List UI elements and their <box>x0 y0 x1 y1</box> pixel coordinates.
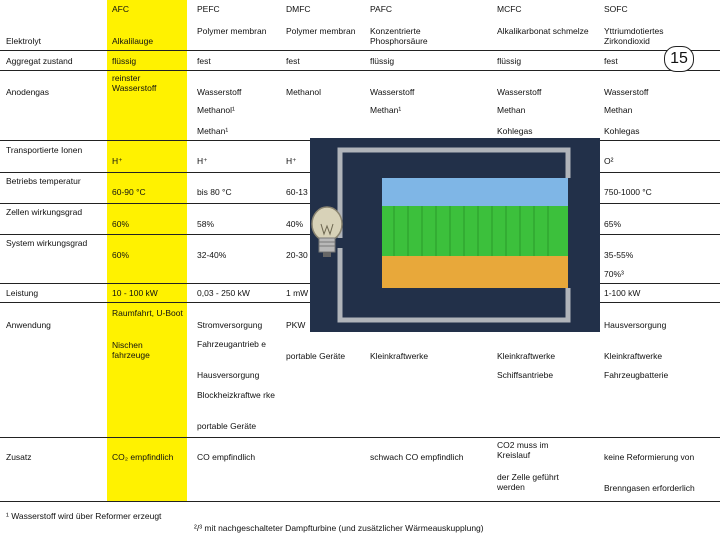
cell-anwendung-sofc-3: Fahrzeugbatterie <box>604 370 669 380</box>
header-dmfc: DMFC <box>286 4 311 14</box>
cell-temperatur-dmfc: 60-13 <box>286 187 308 197</box>
cell-anwendung-dmfc-1: PKW <box>286 320 306 330</box>
cell-elektrolyt-dmfc: Polymer membran <box>286 26 356 36</box>
label-temperatur: Betriebs temperatur <box>6 176 81 186</box>
cell-anwendung-sofc-2: Kleinkraftwerke <box>604 351 663 361</box>
cell-anwendung-mcfc-2: Schiffsantriebe <box>497 370 554 380</box>
cell-leistung-sofc: 1-100 kW <box>604 288 641 298</box>
cell-anwendung-sofc-1: Hausversorgung <box>604 320 667 330</box>
cell-anodengas-sofc-2: Methan <box>604 105 633 115</box>
cell-aggregat-sofc: fest <box>604 56 618 66</box>
slide-number-badge: 15 <box>664 46 694 72</box>
footnote-1: ¹ Wasserstoff wird über Reformer erzeugt <box>6 511 162 521</box>
cell-elektrolyt-sofc: Yttriumdotiertes Zirkondioxid <box>604 26 664 46</box>
cell-ionen-sofc: O² <box>604 156 614 166</box>
cell-layer-green <box>382 206 568 256</box>
cell-ionen-dmfc: H⁺ <box>286 156 297 166</box>
cell-system-afc: 60% <box>112 250 130 260</box>
cell-anwendung-pefc-5: portable Geräte <box>197 421 257 431</box>
cell-anwendung-pefc-3: Hausversorgung <box>197 370 260 380</box>
row-divider <box>0 501 720 502</box>
cell-system-sofc-1: 35-55% <box>604 250 634 260</box>
light-bulb-icon <box>310 204 344 266</box>
row-divider <box>0 70 720 71</box>
cell-anwendung-pefc-4: Blockheizkraftwe rke <box>197 390 275 400</box>
cell-anodengas-dmfc: Methanol <box>286 87 321 97</box>
cell-anodengas-mcfc-1: Wasserstoff <box>497 87 542 97</box>
cell-zellen-sofc: 65% <box>604 219 622 229</box>
label-leistung: Leistung <box>6 288 39 298</box>
header-afc: AFC <box>112 4 129 14</box>
footnote-23: ²/³ mit nachgeschalteter Dampfturbine (und zusätzlicher Wärmeauskupplung) <box>194 523 484 533</box>
cell-zusatz-pefc: CO empfindlich <box>197 452 256 462</box>
cell-anwendung-pefc-1: Stromversorgung <box>197 320 263 330</box>
cell-zellen-pefc: 58% <box>197 219 215 229</box>
cell-ionen-pefc: H⁺ <box>197 156 208 166</box>
cell-anwendung-dmfc-2: portable Geräte <box>286 351 346 361</box>
label-elektrolyt: Elektrolyt <box>6 36 41 46</box>
header-pafc: PAFC <box>370 4 393 14</box>
cell-zellen-afc: 60% <box>112 219 130 229</box>
cell-zusatz-afc: CO₂ empfindlich <box>112 452 174 462</box>
cell-aggregat-dmfc: fest <box>286 56 300 66</box>
cell-anodengas-pefc-3: Methan¹ <box>197 126 229 136</box>
cell-anodengas-pafc-1: Wasserstoff <box>370 87 415 97</box>
cell-elektrolyt-afc: Alkalilauge <box>112 36 154 46</box>
cell-zellen-dmfc: 40% <box>286 219 304 229</box>
cell-leistung-afc: 10 - 100 kW <box>112 288 158 298</box>
cell-anwendung-pefc-2: Fahrzeugantrieb e <box>197 339 266 349</box>
cell-anodengas-mcfc-3: Kohlegas <box>497 126 533 136</box>
header-pefc: PEFC <box>197 4 220 14</box>
cell-zusatz-pafc: schwach CO empfindlich <box>370 452 464 462</box>
cell-anodengas-sofc-3: Kohlegas <box>604 126 640 136</box>
cell-anwendung-pafc: Kleinkraftwerke <box>370 351 429 361</box>
cell-zusatz-mcfc-2: der Zelle geführt werden <box>497 472 559 492</box>
cell-aggregat-pefc: fest <box>197 56 211 66</box>
cell-ionen-afc: H⁺ <box>112 156 123 166</box>
cell-anodengas-afc: reinster Wasserstoff <box>112 73 157 93</box>
cell-elektrolyt-mcfc: Alkalikarbonat schmelze <box>497 26 589 36</box>
cell-anodengas-pefc-2: Methanol¹ <box>197 105 235 115</box>
cell-anodengas-pefc-1: Wasserstoff <box>197 87 242 97</box>
fuel-cell-graphic <box>310 138 600 332</box>
cell-anwendung-mcfc-1: Kleinkraftwerke <box>497 351 556 361</box>
label-system: System wirkungsgrad <box>6 238 88 248</box>
cell-temperatur-sofc: 750-1000 °C <box>604 187 652 197</box>
cell-zusatz-sofc-2: Brenngasen erforderlich <box>604 483 695 493</box>
cell-leistung-dmfc: 1 mW <box>286 288 309 298</box>
label-anodengas: Anodengas <box>6 87 50 97</box>
cell-system-sofc-2: 70%³ <box>604 269 624 279</box>
fuel-cell-illustration <box>310 138 600 332</box>
cell-aggregat-mcfc: flüssig <box>497 56 522 66</box>
cell-layer-blue <box>382 178 568 206</box>
cell-layer-orange <box>382 256 568 288</box>
label-zusatz: Zusatz <box>6 452 32 462</box>
cell-elektrolyt-pafc: Konzentrierte Phosphorsäure <box>370 26 428 46</box>
row-divider <box>0 50 720 51</box>
cell-zusatz-sofc-1: keine Reformierung von <box>604 452 695 462</box>
cell-system-dmfc: 20-30 <box>286 250 308 260</box>
cell-zusatz-mcfc-1: CO2 muss im Kreislauf <box>497 440 549 460</box>
cell-anodengas-mcfc-2: Methan <box>497 105 526 115</box>
row-divider <box>0 437 720 438</box>
cell-anodengas-pafc-2: Methan¹ <box>370 105 402 115</box>
cell-temperatur-pefc: bis 80 °C <box>197 187 232 197</box>
cell-anwendung-afc-1: Raumfahrt, U-Boot <box>112 308 183 318</box>
cell-aggregat-pafc: flüssig <box>370 56 395 66</box>
label-aggregat: Aggregat zustand <box>6 56 73 66</box>
cell-anwendung-afc-2: Nischen fahrzeuge <box>112 340 150 360</box>
cell-anodengas-sofc-1: Wasserstoff <box>604 87 649 97</box>
header-mcfc: MCFC <box>497 4 522 14</box>
cell-system-pefc: 32-40% <box>197 250 227 260</box>
cell-elektrolyt-pefc: Polymer membran <box>197 26 267 36</box>
label-anwendung: Anwendung <box>6 320 51 330</box>
cell-leistung-pefc: 0,03 - 250 kW <box>197 288 250 298</box>
cell-aggregat-afc: flüssig <box>112 56 137 66</box>
cell-temperatur-afc: 60-90 °C <box>112 187 146 197</box>
header-sofc: SOFC <box>604 4 628 14</box>
label-zellen: Zellen wirkungsgrad <box>6 207 83 217</box>
label-ionen: Transportierte Ionen <box>6 145 83 155</box>
